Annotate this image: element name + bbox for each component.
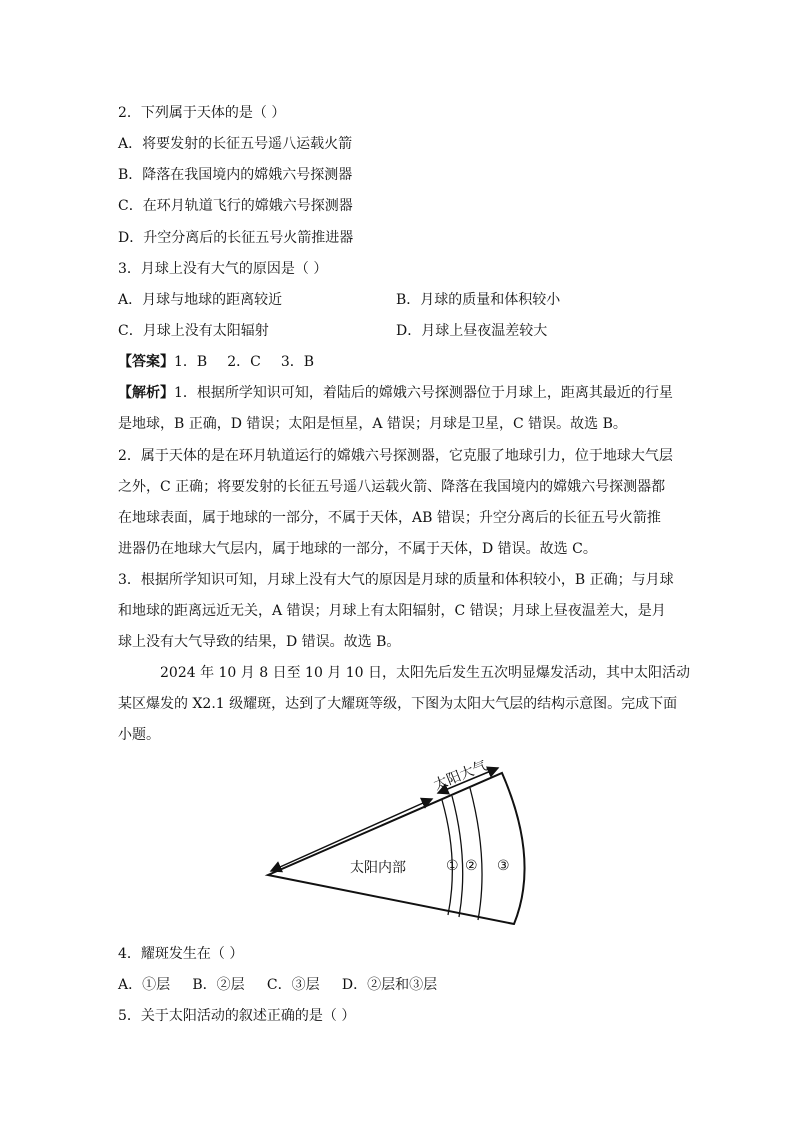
q3-stem: 3．月球上没有大气的原因是（ ） xyxy=(118,261,328,277)
answer-item: 3．B xyxy=(280,354,315,370)
analysis-p3-line3: 球上没有大气导致的结果，D 错误。故选 B。 xyxy=(118,634,401,650)
q4-stem: 4．耀斑发生在（ ） xyxy=(118,946,244,962)
answer-item: 2．C xyxy=(227,354,261,370)
atmosphere-label: 太阳大气 xyxy=(431,760,490,794)
q4-options: A．①层 B．②层 C．③层 D．②层和③层 xyxy=(118,977,438,993)
q2-option-a: A．将要发射的长征五号遥八运载火箭 xyxy=(118,136,353,152)
intro-line1: 2024 年 10 月 8 日至 10 月 10 日，太阳先后发生五次明显爆发活动，其中太阳活动 xyxy=(160,665,691,681)
answer-label: 【答案】 xyxy=(118,354,174,370)
q2-option-b: B．降落在我国境内的嫦娥六号探测器 xyxy=(118,167,353,183)
analysis-p2-line3: 在地球表面，属于地球的一部分，不属于天体，AB 错误；升空分离后的长征五号火箭推 xyxy=(118,510,661,526)
analysis-text: 1．根据所学知识可知，着陆后的嫦娥六号探测器位于月球上，距离其最近的行星 xyxy=(174,385,673,401)
q2-option-d: D．升空分离后的长征五号火箭推进器 xyxy=(118,230,354,246)
layer-1-label: ① xyxy=(446,858,459,874)
q2-stem: 2．下列属于天体的是（ ） xyxy=(118,105,286,121)
answer-item: 1．B xyxy=(174,354,208,370)
sun-structure-diagram xyxy=(262,760,532,925)
analysis-p2-line4: 进器仍在地球大气层内，属于地球的一部分，不属于天体，D 错误。故选 C。 xyxy=(118,541,597,557)
q2-option-c: C．在环月轨道飞行的嫦娥六号探测器 xyxy=(118,198,353,214)
intro-line2: 某区爆发的 X2.1 级耀斑，达到了大耀斑等级，下图为太阳大气层的结构示意图。完成下面 xyxy=(118,696,678,712)
q3-option-b: B．月球的质量和体积较小 xyxy=(396,292,561,308)
sector-outline xyxy=(268,773,525,924)
layer-boundary-2 xyxy=(452,796,463,917)
analysis-p2-line2: 之外，C 正确；将要发射的长征五号遥八运载火箭、降落在我国境内的嫦娥六号探测器都 xyxy=(118,479,666,495)
interior-label: 太阳内部 xyxy=(350,860,406,876)
layer-boundary-3 xyxy=(470,788,482,920)
analysis-p2-line1: 2．属于天体的是在环月轨道运行的嫦娥六号探测器，它克服了地球引力，位于地球大气层 xyxy=(118,448,673,464)
analysis-p3-line1: 3．根据所学知识可知，月球上没有大气的原因是月球的质量和体积较小，B 正确；与月球 xyxy=(118,572,674,588)
q3-option-a: A．月球与地球的距离较近 xyxy=(118,292,283,308)
analysis-label: 【解析】 xyxy=(118,385,174,401)
analysis-p3-line2: 和地球的距离远近无关，A 错误；月球上有太阳辐射，C 错误；月球上昼夜温差大，是月 xyxy=(118,603,666,619)
q5-stem: 5．关于太阳活动的叙述正确的是（ ） xyxy=(118,1008,356,1024)
answer-row xyxy=(118,352,334,372)
intro-line3: 小题。 xyxy=(118,727,160,743)
q3-option-d: D．月球上昼夜温差较大 xyxy=(396,323,548,339)
layer-2-label: ② xyxy=(465,858,478,874)
analysis-p1-line2: 是地球，B 正确，D 错误；太阳是恒星，A 错误；月球是卫星，C 错误。故选 B。 xyxy=(118,416,627,432)
sun-structure-svg xyxy=(262,760,532,925)
q3-option-c: C．月球上没有太阳辐射 xyxy=(118,323,269,339)
analysis-p1-line1 xyxy=(118,383,673,403)
layer-3-label: ③ xyxy=(497,858,510,874)
